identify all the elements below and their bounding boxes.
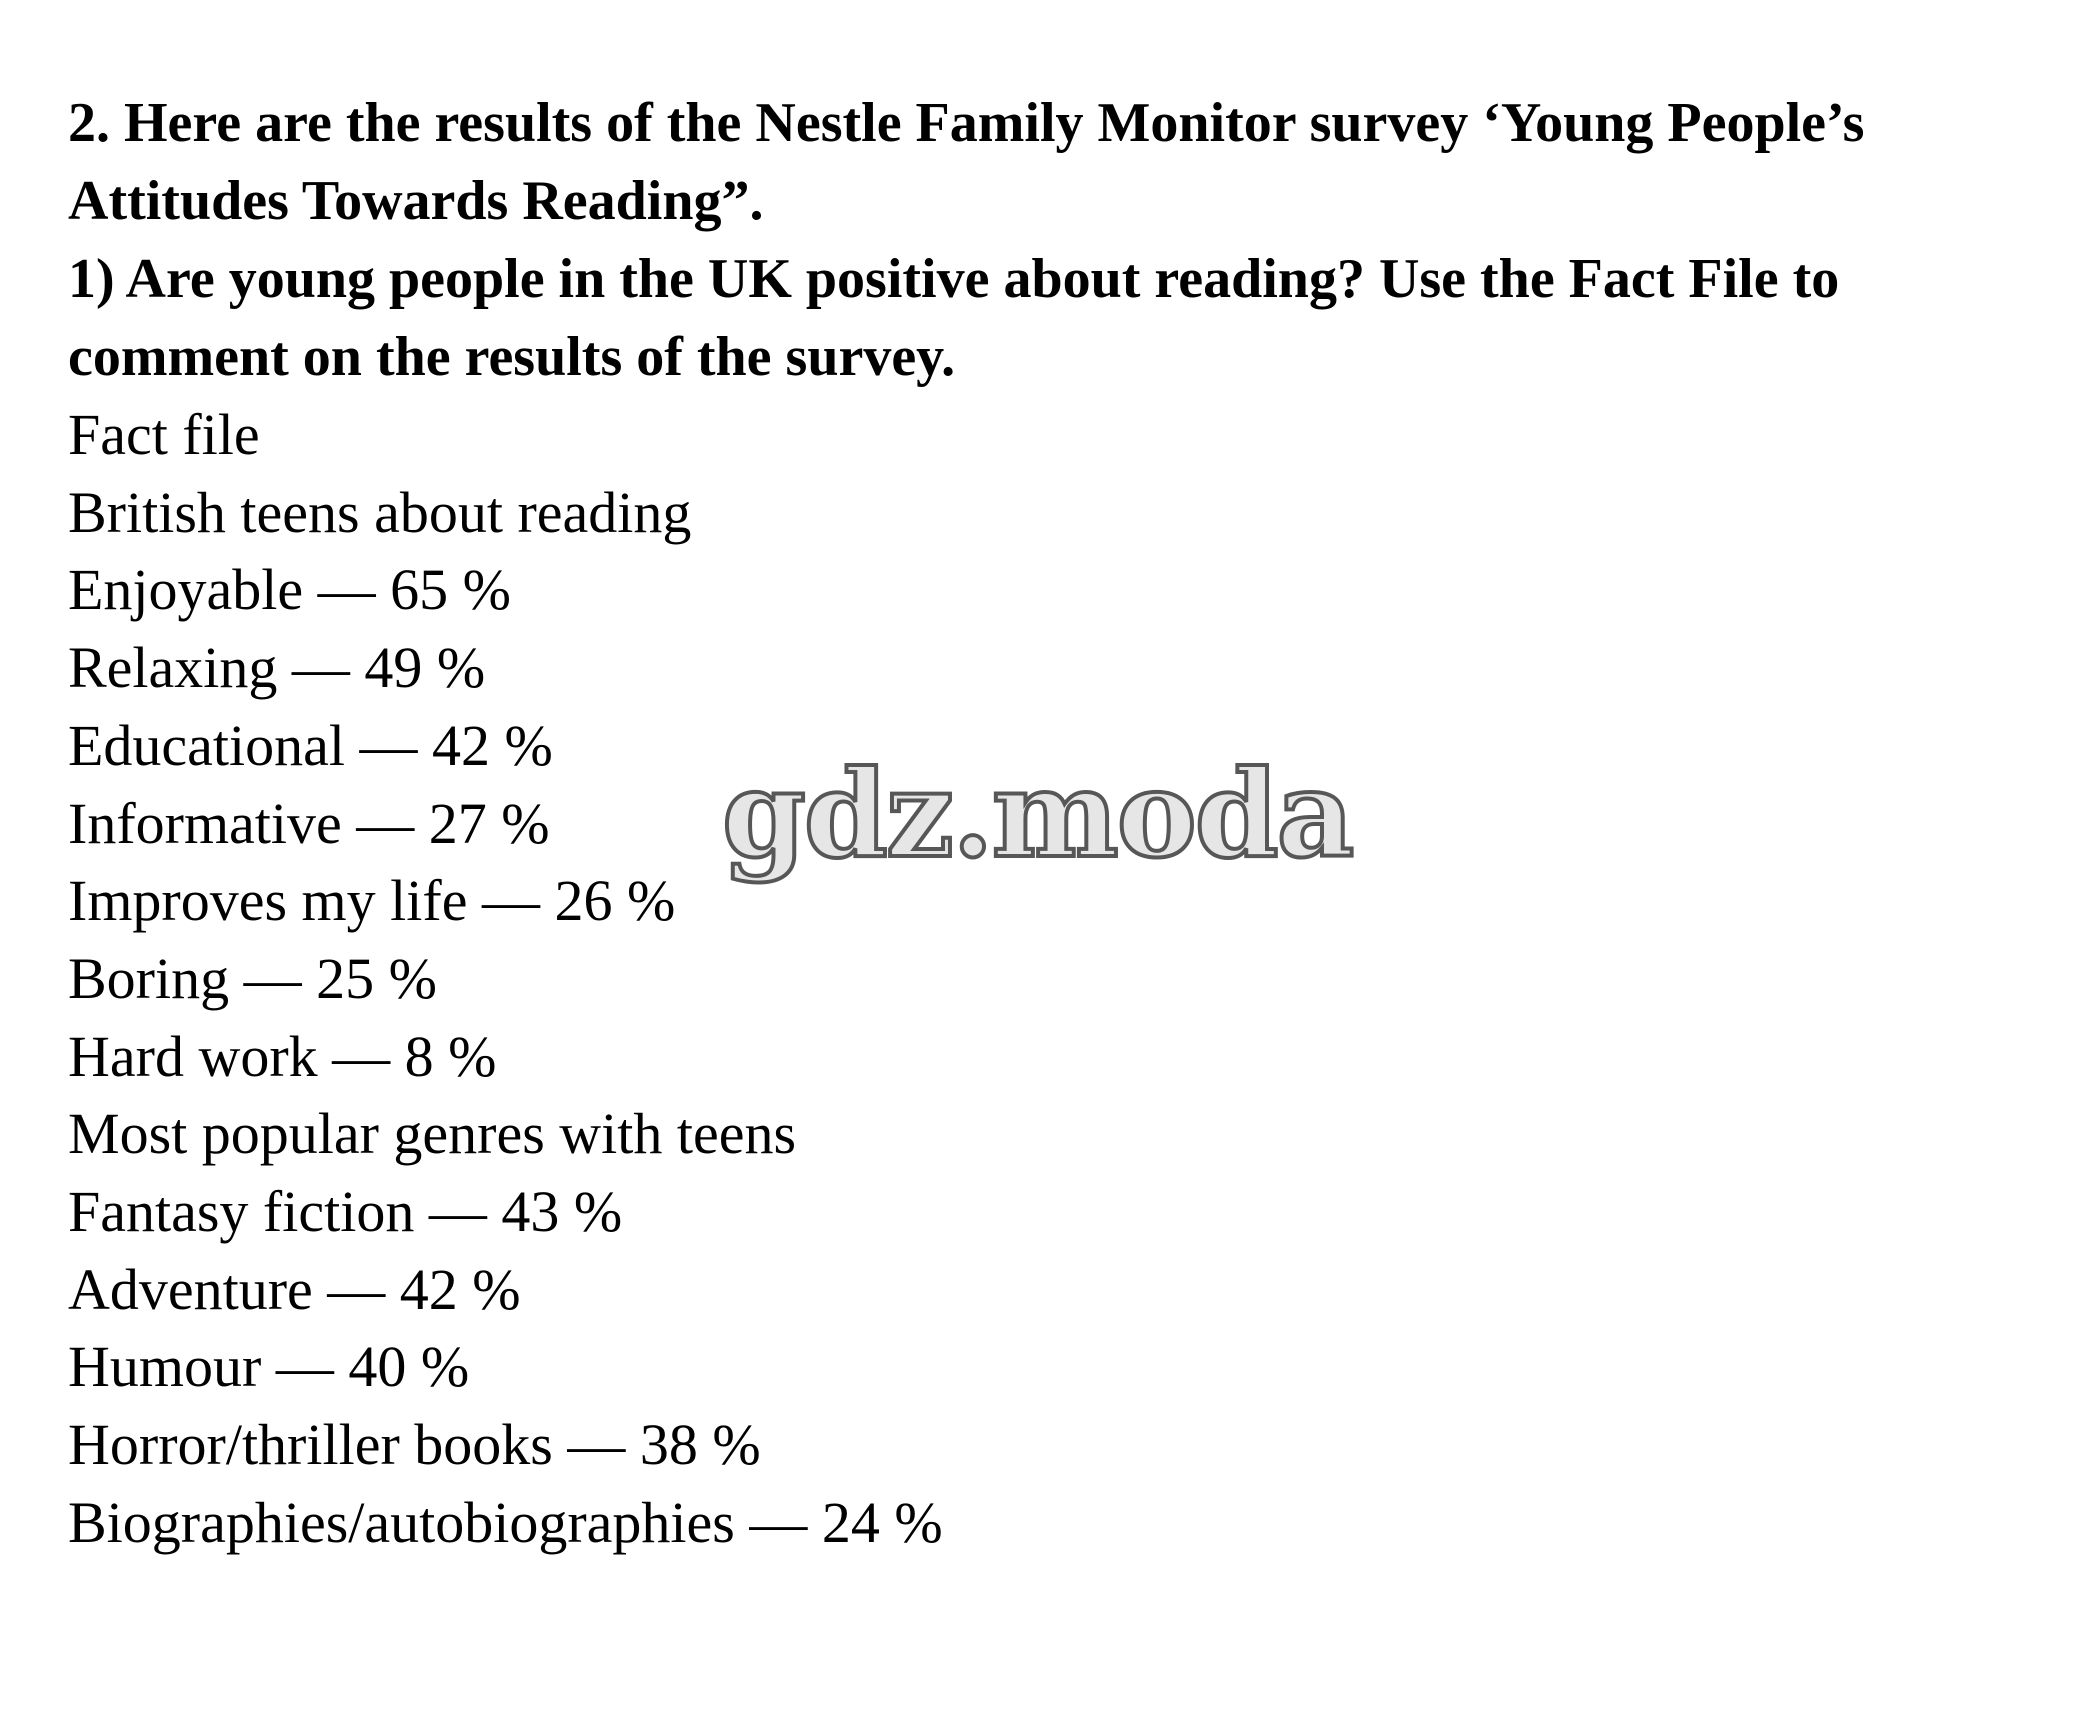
- attitude-item-improves-my-life: Improves my life — 26 %: [68, 868, 676, 934]
- watermark-logo: gdz.moda: [722, 744, 1353, 885]
- attitude-item-informative: Informative — 27 %: [68, 790, 550, 856]
- fact-file-title: Fact file: [68, 402, 260, 467]
- task-question-line: 1) Are young people in the UK positive about reading? Use the Fact File to: [68, 248, 1840, 310]
- attitude-item-enjoyable: Enjoyable — 65 %: [68, 557, 511, 623]
- task-question-line: comment on the results of the survey.: [68, 326, 956, 388]
- task-heading-line: Attitudes Towards Reading”.: [68, 170, 764, 232]
- attitude-item-educational: Educational — 42 %: [68, 712, 553, 778]
- attitude-item-relaxing: Relaxing — 49 %: [68, 635, 486, 701]
- genre-item-adventure: Adventure — 42 %: [68, 1256, 521, 1322]
- attitude-item-boring: Boring — 25 %: [68, 945, 437, 1011]
- attitudes-subtitle: British teens about reading: [68, 479, 692, 545]
- genre-item-horror-thriller: Horror/thriller books — 38 %: [68, 1412, 761, 1478]
- task-heading: [68, 84, 2058, 396]
- genre-item-humour: Humour — 40 %: [68, 1334, 470, 1400]
- attitude-item-hard-work: Hard work — 8 %: [68, 1023, 497, 1089]
- genre-item-biographies: Biographies/autobiographies — 24 %: [68, 1489, 943, 1555]
- task-heading-line: 2. Here are the results of the Nestle Family Monitor survey ‘Young People’s: [68, 92, 1865, 154]
- genres-section: [68, 1095, 2058, 1561]
- fact-file: [68, 396, 2058, 1562]
- genres-subtitle: Most popular genres with teens: [68, 1101, 797, 1167]
- genre-item-fantasy-fiction: Fantasy fiction — 43 %: [68, 1179, 623, 1245]
